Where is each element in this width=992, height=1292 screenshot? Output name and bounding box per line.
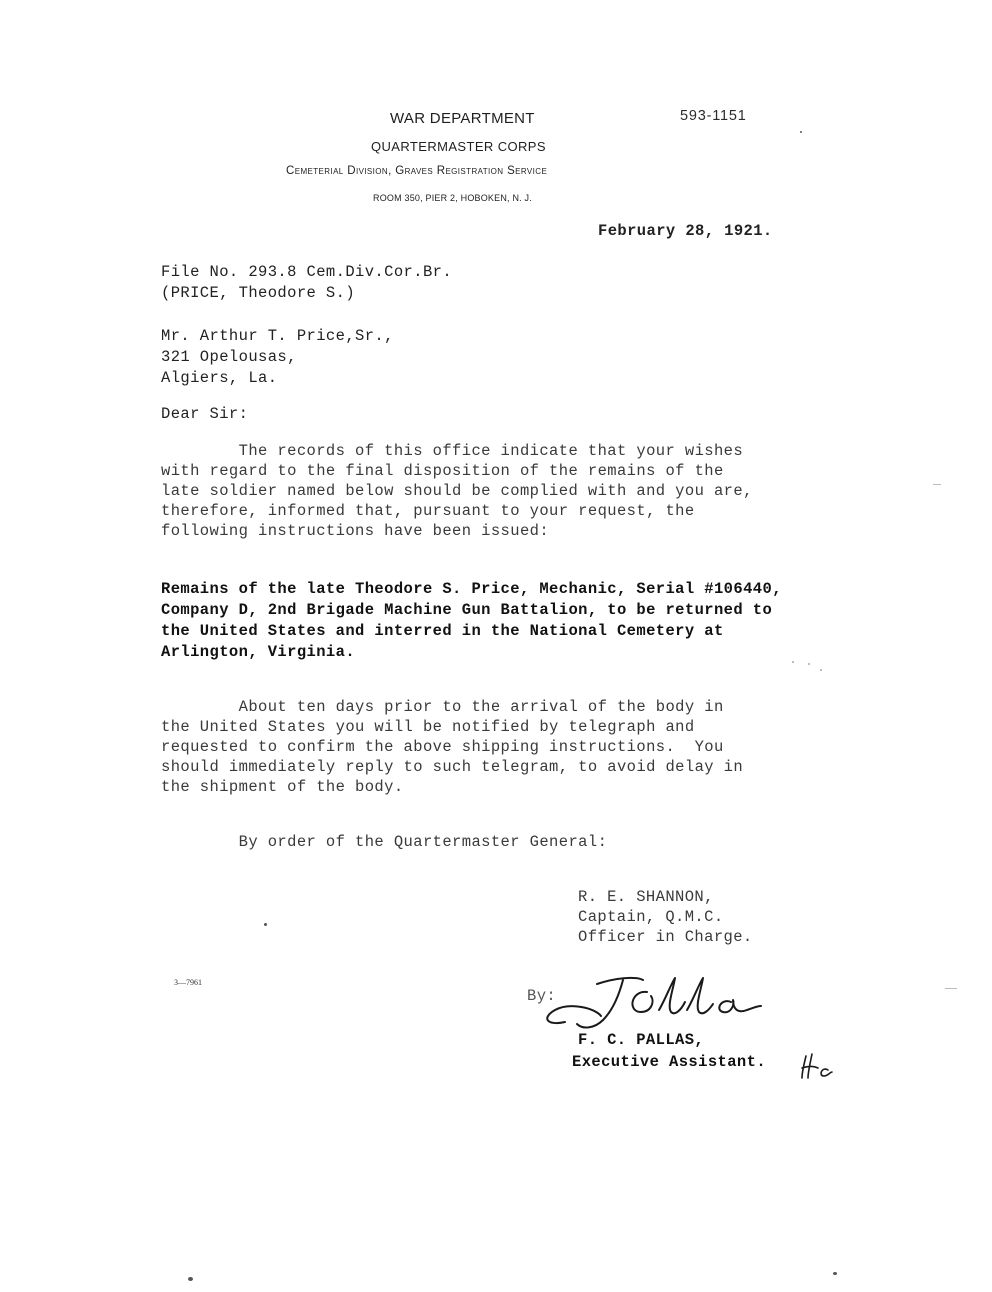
- scan-speck: [808, 663, 810, 665]
- closing-line: By order of the Quartermaster General:: [161, 833, 608, 851]
- recipient-name: Mr. Arthur T. Price,Sr.,: [161, 327, 394, 345]
- paragraph-line: late soldier named below should be complied with and you are,: [161, 482, 753, 500]
- salutation: Dear Sir:: [161, 405, 249, 423]
- recipient-street: 321 Opelousas,: [161, 348, 297, 366]
- handwritten-initials: [782, 1034, 818, 1064]
- paragraph-line: requested to confirm the above shipping instructions. You: [161, 738, 724, 756]
- signer-title: Executive Assistant.: [572, 1053, 767, 1071]
- scan-speck: [833, 1272, 837, 1275]
- by-label: By:: [527, 987, 557, 1005]
- instruction-line: the United States and interred in the National Cemetery at: [161, 622, 724, 640]
- letter-date: February 28, 1921.: [598, 222, 773, 240]
- file-reference-line2: (PRICE, Theodore S.): [161, 284, 356, 302]
- letterhead-corps: QUARTERMASTER CORPS: [371, 139, 546, 154]
- instruction-line: Company D, 2nd Brigade Machine Gun Battalion, to be returned to: [161, 601, 773, 619]
- file-stamp: 593-1151: [680, 108, 747, 124]
- letterhead-address: ROOM 350, PIER 2, HOBOKEN, N. J.: [373, 193, 532, 203]
- scan-speck: [820, 669, 822, 671]
- letterhead-division: Cemeterial Division, Graves Registration Service: [286, 165, 548, 177]
- scan-speck: [945, 988, 957, 989]
- letterhead-department: WAR DEPARTMENT: [390, 110, 535, 127]
- scan-speck: [792, 661, 794, 663]
- signer-name: F. C. PALLAS,: [578, 1031, 705, 1049]
- scan-speck: [188, 1277, 193, 1281]
- instruction-line: Remains of the late Theodore S. Price, Mechanic, Serial #106440,: [161, 580, 782, 598]
- scan-speck: [933, 484, 941, 485]
- scan-speck: [800, 131, 802, 133]
- paragraph-line: therefore, informed that, pursuant to your request, the: [161, 502, 695, 520]
- officer-rank: Captain, Q.M.C.: [578, 908, 724, 926]
- paragraph-line: the shipment of the body.: [161, 778, 404, 796]
- paragraph-line: following instructions have been issued:: [161, 522, 550, 540]
- officer-name: R. E. SHANNON,: [578, 888, 714, 906]
- paragraph-line: About ten days prior to the arrival of the body in: [161, 698, 724, 716]
- paragraph-line: the United States you will be notified by telegraph and: [161, 718, 695, 736]
- file-reference-line1: File No. 293.8 Cem.Div.Cor.Br.: [161, 263, 453, 281]
- paragraph-line: The records of this office indicate that your wishes: [161, 442, 744, 460]
- paragraph-line: with regard to the final disposition of the remains of the: [161, 462, 724, 480]
- form-number: 3—7961: [174, 978, 202, 987]
- instruction-line: Arlington, Virginia.: [161, 643, 356, 661]
- scan-speck: [264, 923, 267, 926]
- paragraph-line: should immediately reply to such telegram, to avoid delay in: [161, 758, 744, 776]
- recipient-city: Algiers, La.: [161, 369, 278, 387]
- officer-title: Officer in Charge.: [578, 928, 753, 946]
